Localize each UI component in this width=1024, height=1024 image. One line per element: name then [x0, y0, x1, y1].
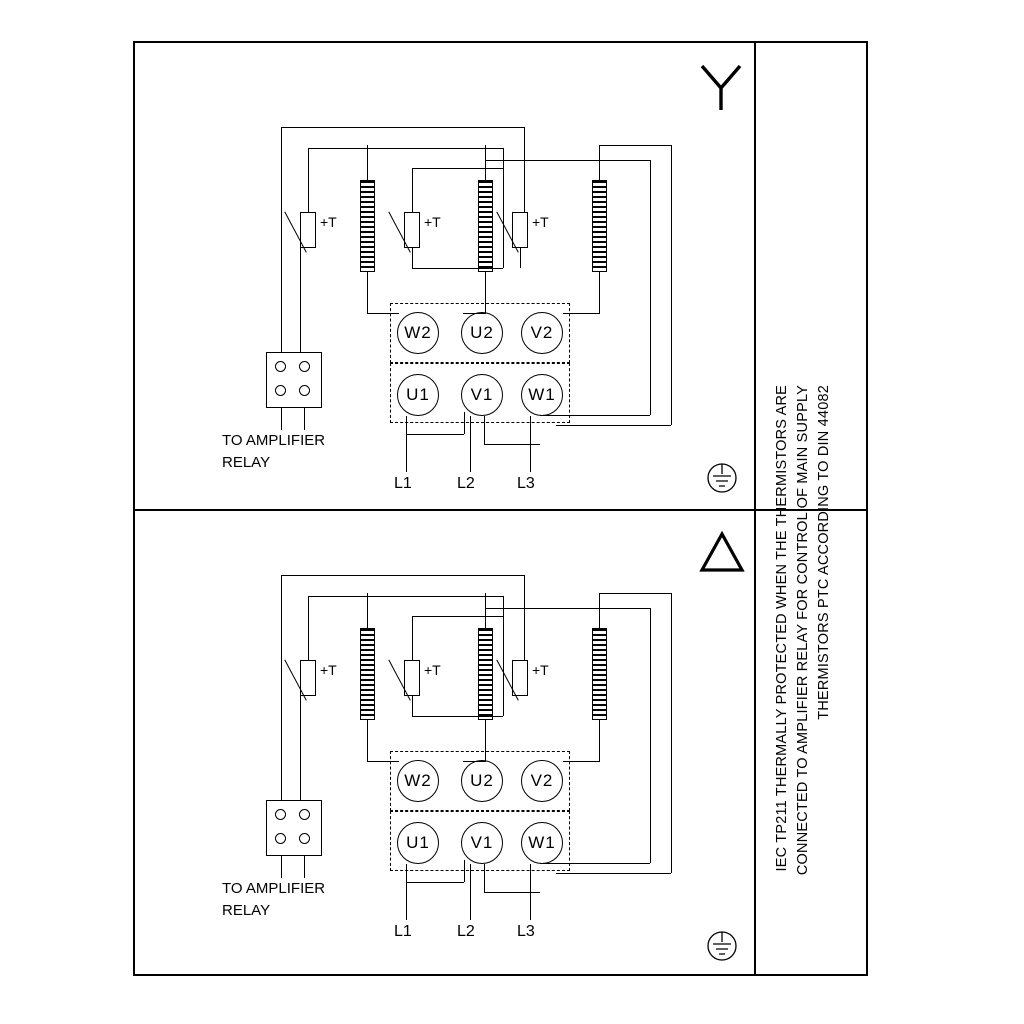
note-line-2: CONNECTED TO AMPLIFIER RELAY FOR CONTROL OF MAIN SUPPLY [795, 385, 811, 876]
phase-label-L2: L2 [457, 475, 475, 492]
thermistor-wire-top-1 [281, 575, 524, 576]
thermistor-2 [404, 212, 420, 248]
thermistor-label-3: +T [532, 214, 549, 230]
thermistor-wire-v-c [308, 596, 309, 660]
thermistor-wire-v-e [412, 616, 413, 660]
amplifier-label-line2: RELAY [222, 902, 271, 919]
right-bus-2 [650, 608, 651, 863]
connector-pin-3 [275, 833, 286, 844]
thermistor-wire-v-h [520, 248, 521, 268]
thermistor-label-1: +T [320, 214, 337, 230]
winding-coil-2 [478, 180, 493, 272]
connector-pin-1 [275, 361, 286, 372]
thermistor-1 [300, 212, 316, 248]
note-line-3: THERMISTORS PTC ACCORDING TO DIN 44082 [816, 385, 832, 720]
right-bus-2h-top [485, 608, 650, 609]
amplifier-lead-1 [281, 856, 282, 878]
coil-lead-3h [563, 761, 600, 762]
winding-coil-3 [592, 628, 607, 720]
coil-top-rail-3 [599, 593, 671, 594]
thermistor-wire-bottom-1 [412, 268, 503, 269]
coil-top-2 [485, 593, 486, 629]
terminal-U2: U2 [461, 312, 503, 354]
amplifier-label-line1: TO AMPLIFIER [222, 880, 326, 897]
winding-coil-1 [360, 180, 375, 272]
coil-lead-1h [367, 313, 399, 314]
right-bus-1 [671, 593, 672, 873]
thermistor-label-2: +T [424, 662, 441, 678]
terminal-W1: W1 [521, 822, 563, 864]
phase-lead-L2 [470, 416, 471, 472]
phase-lead-L2 [470, 864, 471, 920]
terminal-W2: W2 [397, 312, 439, 354]
connector-pin-2 [299, 809, 310, 820]
thermistor-wire-top-1 [281, 127, 524, 128]
amplifier-lead-2 [304, 856, 305, 878]
amplifier-connector-block [266, 352, 322, 408]
thermistor-label-1: +T [320, 662, 337, 678]
thermistor-wire-top-2 [308, 148, 503, 149]
coil-top-3 [599, 145, 600, 181]
note-line-1: IEC TP211 THERMALLY PROTECTED WHEN THE THERMISTORS ARE [774, 385, 790, 872]
thermistor-wire-v-a [281, 127, 282, 367]
winding-coil-1 [360, 628, 375, 720]
phase-bus-a [406, 882, 464, 883]
thermistor-2 [404, 660, 420, 696]
thermistor-wire-mid [412, 616, 503, 617]
coil-top-2 [485, 145, 486, 181]
coil-lead-3 [599, 720, 600, 762]
phase-label-L3: L3 [517, 923, 535, 940]
earth-ground-icon-delta [700, 930, 744, 964]
right-bus-2h-top [485, 160, 650, 161]
right-bus-2h [540, 863, 650, 864]
terminal-W2: W2 [397, 760, 439, 802]
coil-lead-2h [463, 761, 486, 762]
coil-lead-2 [485, 720, 486, 762]
phase-bus-b-v [484, 416, 485, 444]
thermistor-wire-v-g [412, 248, 413, 268]
coil-lead-1h [367, 761, 399, 762]
coil-lead-2h [463, 313, 486, 314]
connector-pin-1 [275, 809, 286, 820]
delta-symbol [698, 530, 746, 574]
phase-bus-a-v [464, 860, 465, 882]
thermistor-1 [300, 660, 316, 696]
thermistor-3 [512, 660, 528, 696]
right-bus-1h [556, 873, 671, 874]
coil-lead-3h [563, 313, 600, 314]
phase-label-L1: L1 [394, 475, 412, 492]
wye-symbol [698, 62, 744, 114]
winding-coil-2 [478, 628, 493, 720]
phase-lead-L1 [406, 416, 407, 472]
coil-lead-1 [367, 720, 368, 762]
phase-bus-b [484, 444, 540, 445]
thermistor-wire-v-d [503, 596, 504, 716]
panel-divider [133, 509, 868, 511]
connector-pin-4 [299, 833, 310, 844]
phase-bus-b [484, 892, 540, 893]
coil-top-rail-3 [599, 145, 671, 146]
amplifier-lead-2 [304, 408, 305, 430]
thermistor-wire-v-b [524, 127, 525, 212]
amplifier-label-line1: TO AMPLIFIER [222, 432, 326, 449]
coil-top-1 [367, 145, 368, 181]
amplifier-label-line2: RELAY [222, 454, 271, 471]
thermistor-label-2: +T [424, 214, 441, 230]
thermistor-wire-v-b [524, 575, 525, 660]
thermistor-wire-v-a [281, 575, 282, 815]
connector-pin-3 [275, 385, 286, 396]
thermistor-wire-v-c [308, 148, 309, 212]
thermistor-label-3: +T [532, 662, 549, 678]
terminal-V1: V1 [461, 374, 503, 416]
phase-bus-a [406, 434, 464, 435]
right-bus-2 [650, 160, 651, 415]
coil-lead-3 [599, 272, 600, 314]
thermistor-wire-v-f [300, 248, 301, 368]
notes-divider [754, 41, 756, 976]
phase-label-L3: L3 [517, 475, 535, 492]
terminal-U1: U1 [397, 374, 439, 416]
thermistor-wire-v-d [503, 148, 504, 268]
coil-top-1 [367, 593, 368, 629]
thermistor-wire-v-g [412, 696, 413, 716]
thermistor-wire-bottom-1 [412, 716, 503, 717]
right-bus-1h [556, 425, 671, 426]
phase-label-L1: L1 [394, 923, 412, 940]
terminal-U2: U2 [461, 760, 503, 802]
amplifier-connector-block [266, 800, 322, 856]
terminal-V2: V2 [521, 312, 563, 354]
earth-ground-icon-star [700, 462, 744, 496]
terminal-V1: V1 [461, 822, 503, 864]
coil-lead-2 [485, 272, 486, 314]
winding-coil-3 [592, 180, 607, 272]
phase-lead-L1 [406, 864, 407, 920]
connector-pin-2 [299, 361, 310, 372]
phase-label-L2: L2 [457, 923, 475, 940]
coil-top-3 [599, 593, 600, 629]
right-bus-2h [540, 415, 650, 416]
terminal-V2: V2 [521, 760, 563, 802]
right-bus-1 [671, 145, 672, 425]
thermistor-3 [512, 212, 528, 248]
thermistor-wire-v-f [300, 696, 301, 816]
coil-lead-1 [367, 272, 368, 314]
phase-bus-b-v [484, 864, 485, 892]
amplifier-lead-1 [281, 408, 282, 430]
thermistor-wire-v-e [412, 168, 413, 212]
thermistor-wire-mid [412, 168, 503, 169]
phase-bus-a-v [464, 412, 465, 434]
terminal-U1: U1 [397, 822, 439, 864]
thermistor-wire-top-2 [308, 596, 503, 597]
connector-pin-4 [299, 385, 310, 396]
terminal-W1: W1 [521, 374, 563, 416]
